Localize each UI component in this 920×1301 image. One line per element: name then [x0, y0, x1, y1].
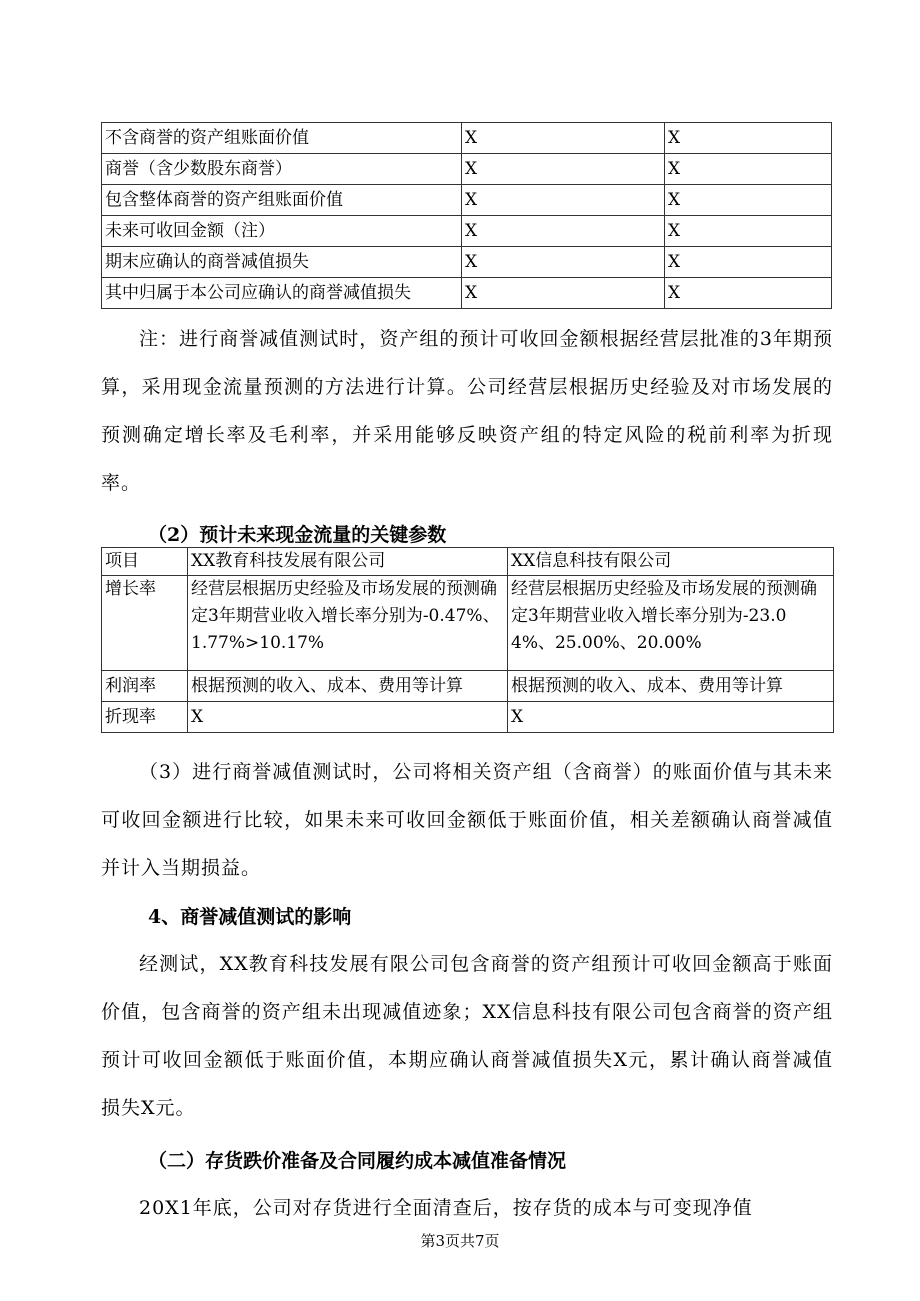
- page-footer: 第3页共7页: [420, 1232, 500, 1250]
- growth-company-2: 经营层根据历史经验及市场发展的预测确定3年期营业收入增长率分别为-23.04%、25.00%、20.00%: [508, 576, 834, 671]
- cell-value: X: [665, 216, 832, 247]
- discount-company-2: X: [508, 702, 834, 733]
- goodwill-impairment-table: [101, 122, 832, 309]
- cell-value: X: [665, 278, 832, 309]
- section-4-heading: 4、商誉减值测试的影响: [148, 906, 352, 928]
- table-row: [102, 671, 834, 702]
- row-label: 不含商誉的资产组账面价值: [102, 123, 462, 154]
- table-row: [102, 123, 832, 154]
- section-2-heading: （2）预计未来现金流量的关键参数: [148, 524, 447, 546]
- growth-company-1: 经营层根据历史经验及市场发展的预测确定3年期营业收入增长率分别为-0.47%、1.77%>10.17%: [188, 576, 508, 671]
- section-b-heading: （二）存货跌价准备及合同履约成本减值准备情况: [148, 1150, 567, 1172]
- table-row: [102, 154, 832, 185]
- discount-label: 折现率: [102, 702, 188, 733]
- header-company-1: XX教育科技发展有限公司: [188, 548, 508, 576]
- cell-value: X: [665, 154, 832, 185]
- table-row: [102, 702, 834, 733]
- section-3-paragraph: （3）进行商誉减值测试时，公司将相关资产组（含商誉）的账面价值与其未来可收回金额进行比较，如果未来可收回金额低于账面价值，相关差额确认商誉减值并计入当期损益。: [101, 761, 833, 879]
- table-row: [102, 548, 834, 576]
- cell-value: X: [462, 216, 665, 247]
- header-company-2: XX信息科技有限公司: [508, 548, 834, 576]
- cell-value: X: [462, 278, 665, 309]
- row-label: 包含整体商誉的资产组账面价值: [102, 185, 462, 216]
- cell-value: X: [665, 185, 832, 216]
- row-label: 商誉（含少数股东商誉）: [102, 154, 462, 185]
- profit-company-1: 根据预测的收入、成本、费用等计算: [188, 671, 508, 702]
- section-b-paragraph: 20X1年底，公司对存货进行全面清查后，按存货的成本与可变现净值: [139, 1197, 753, 1219]
- cell-value: X: [665, 247, 832, 278]
- cell-value: X: [462, 154, 665, 185]
- section-4-paragraph: 经测试，XX教育科技发展有限公司包含商誉的资产组预计可收回金额高于账面价值，包含商誉的资产组未出现减值迹象；XX信息科技有限公司包含商誉的资产组预计可收回金额低于账面价值，本期应确认商誉减值损失X元，累计确认商誉减值损失X元。: [101, 953, 833, 1119]
- table-row: [102, 576, 834, 671]
- row-label: 未来可收回金额（注）: [102, 216, 462, 247]
- growth-label: 增长率: [102, 576, 188, 671]
- row-label: 期末应确认的商誉减值损失: [102, 247, 462, 278]
- table-row: [102, 185, 832, 216]
- row-label: 其中归属于本公司应确认的商誉减值损失: [102, 278, 462, 309]
- header-label: 项目: [102, 548, 188, 576]
- cell-value: X: [665, 123, 832, 154]
- cell-value: X: [462, 185, 665, 216]
- note-paragraph: 注：进行商誉减值测试时，资产组的预计可收回金额根据经营层批准的3年期预算，采用现金流量预测的方法进行计算。公司经营层根据历史经验及对市场发展的预测确定增长率及毛利率，并采用能够反映资产组的特定风险的税前利率为折现率。: [101, 328, 833, 494]
- table-row: [102, 278, 832, 309]
- profit-company-2: 根据预测的收入、成本、费用等计算: [508, 671, 834, 702]
- key-parameters-table: [101, 547, 834, 733]
- cell-value: X: [462, 247, 665, 278]
- table-row: [102, 247, 832, 278]
- profit-label: 利润率: [102, 671, 188, 702]
- cell-value: X: [462, 123, 665, 154]
- discount-company-1: X: [188, 702, 508, 733]
- table-row: [102, 216, 832, 247]
